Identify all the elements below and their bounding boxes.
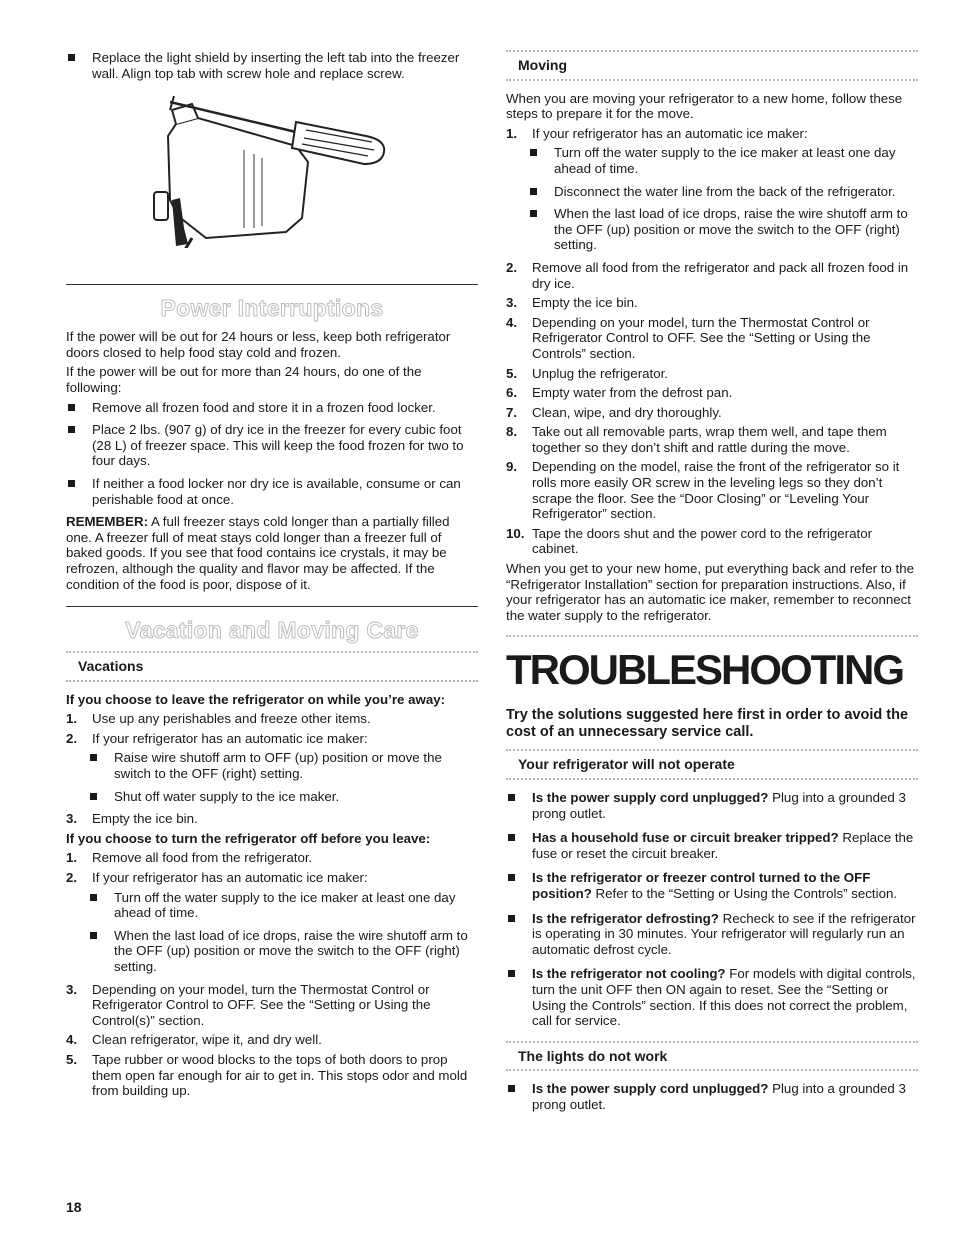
list-item: Is the power supply cord unplugged? Plug into a grounded 3 prong outlet. — [506, 790, 918, 821]
list-item: 2. If your refrigerator has an automatic ice maker: — [66, 870, 368, 886]
list-item: When the last load of ice drops, raise the wire shutoff arm to the OFF (up) position or move the switch to the OFF (right) setting. — [506, 206, 918, 253]
will-not-operate-subhead: Your refrigerator will not operate — [506, 749, 918, 780]
list-item: Is the refrigerator not cooling? For models with digital controls, turn the unit OFF then ON again to reset. See the “Setting or Using the Controls” section. If this does not correct the problem, call for service. — [506, 966, 918, 1028]
remember-paragraph: REMEMBER: A full freezer stays cold longer than a partially filled one. A freezer full of meat stays cold longer than a freezer full of baked goods. If you see that food contains ice crystals, it may be refrozen, although the quality and flavor may be affected. If the condition of the food is poor, dispose of it. — [66, 514, 450, 592]
intro-bullet: Replace the light shield by inserting the left tab into the freezer wall. Align top tab with screw hole and replace screw. — [66, 50, 478, 81]
vacation-question: If you choose to turn the refrigerator off before you leave: — [66, 830, 431, 846]
list-item: Shut off water supply to the ice maker. — [66, 789, 478, 805]
section-divider — [66, 606, 478, 607]
list-item: When the last load of ice drops, raise the wire shutoff arm to the OFF (up) position or move the switch to the OFF (right) setting. — [66, 928, 478, 975]
list-item: 2. Remove all food from the refrigerator and pack all frozen food in dry ice. — [506, 259, 909, 291]
list-item: Has a household fuse or circuit breaker tripped? Replace the fuse or reset the circuit breaker. — [506, 830, 918, 861]
paragraph: When you get to your new home, put everything back and refer to the “Refrigerator Installation” section for preparation instructions. Also, if your refrigerator has an automatic ice maker, remember to reconnect the water supply to the refrigerator. — [506, 561, 915, 623]
vacation-moving-heading: Vacation and Moving Care — [125, 617, 419, 644]
list-item: Place 2 lbs. (907 g) of dry ice in the freezer for every cubic foot (28 L) of freezer space. This will keep the food frozen for two to four days. — [66, 422, 478, 469]
list-item: Is the refrigerator defrosting? Recheck to see if the refrigerator is operating in 30 minutes. Your refrigerator will regularly run an automatic defrost cycle. — [506, 911, 918, 958]
list-item: 8. Take out all removable parts, wrap them well, and tape them together so they don’t shift and rattle during the move. — [506, 424, 887, 455]
list-item: Is the power supply cord unplugged? Plug into a grounded 3 prong outlet. — [506, 1081, 918, 1112]
troubleshooting-lead: Try the solutions suggested here first in order to avoid the cost of an unnecessary service call. — [506, 707, 909, 741]
list-item: 6. Empty water from the defrost pan. — [506, 385, 733, 401]
light-shield-illustration — [66, 88, 478, 248]
section-divider — [66, 284, 478, 285]
lights-subhead: The lights do not work — [506, 1041, 918, 1072]
list-item: Disconnect the water line from the back of the refrigerator. — [506, 184, 918, 200]
list-item: 4. Clean refrigerator, wipe it, and dry well. — [66, 1032, 322, 1048]
list-item: Turn off the water supply to the ice maker at least one day ahead of time. — [506, 145, 918, 176]
right-column — [506, 50, 918, 1120]
list-item: Raise wire shutoff arm to OFF (up) position or move the switch to the OFF (right) setting. — [66, 750, 478, 781]
list-item: 1. If your refrigerator has an automatic ice maker: — [506, 125, 808, 141]
list-item: 3. Empty the ice bin. — [506, 295, 638, 311]
paragraph: If the power will be out for 24 hours or less, keep both refrigerator doors closed to help food stay cold and frozen. — [66, 329, 451, 360]
list-item: 3. Depending on your model, turn the Thermostat Control or Refrigerator Control to OFF. See the “Setting or Using the Control(s)” section. — [66, 981, 431, 1028]
list-item: 4. Depending on your model, turn the Thermostat Control or Refrigerator Control to OFF. See the “Setting or Using the Controls” section. — [506, 314, 871, 361]
list-item: 1. Use up any perishables and freeze other items. — [66, 711, 371, 727]
page-number: 18 — [66, 1199, 82, 1215]
list-item: Is the refrigerator or freezer control turned to the OFF position? Refer to the “Setting or Using the Controls” section. — [506, 870, 918, 901]
screwdriver-light-shield-illustration — [136, 88, 396, 248]
list-item: 7. Clean, wipe, and dry thoroughly. — [506, 404, 722, 420]
left-column — [66, 50, 478, 1103]
list-item: 2. If your refrigerator has an automatic ice maker: — [66, 730, 368, 746]
paragraph: When you are moving your refrigerator to a new home, follow these steps to prepare it for the move. — [506, 90, 903, 122]
moving-subhead: Moving — [506, 50, 918, 81]
list-item: 5. Tape rubber or wood blocks to the tops of both doors to prop them open far enough for air to get in. This stops odor and mold from building up. — [66, 1051, 468, 1099]
troubleshooting-title: TROUBLESHOOTING — [506, 646, 903, 694]
list-item: If neither a food locker nor dry ice is available, consume or can perishable food at once. — [66, 476, 478, 507]
list-item: 1. Remove all food from the refrigerator. — [66, 850, 313, 866]
power-interruptions-heading: Power Interruptions — [160, 295, 384, 322]
list-item: Turn off the water supply to the ice maker at least one day ahead of time. — [66, 890, 478, 921]
vacations-subhead: Vacations — [66, 651, 478, 682]
vacation-question: If you choose to leave the refrigerator on while you’re away: — [66, 691, 446, 707]
list-item: 5. Unplug the refrigerator. — [506, 365, 669, 381]
list-item: 9. Depending on the model, raise the front of the refrigerator so it rolls more easily OR screw in the leveling legs so they don’t scrape the floor. See the “Door Closing” or “Leveling Your Refrigerator” section. — [506, 459, 900, 522]
list-item: 3. Empty the ice bin. — [66, 811, 198, 827]
paragraph: If the power will be out for more than 24 hours, do one of the following: — [66, 364, 422, 395]
list-item: 10. Tape the doors shut and the power cord to the refrigerator cabinet. — [506, 525, 873, 557]
list-item: Remove all frozen food and store it in a frozen food locker. — [66, 400, 478, 416]
section-divider — [506, 635, 918, 637]
